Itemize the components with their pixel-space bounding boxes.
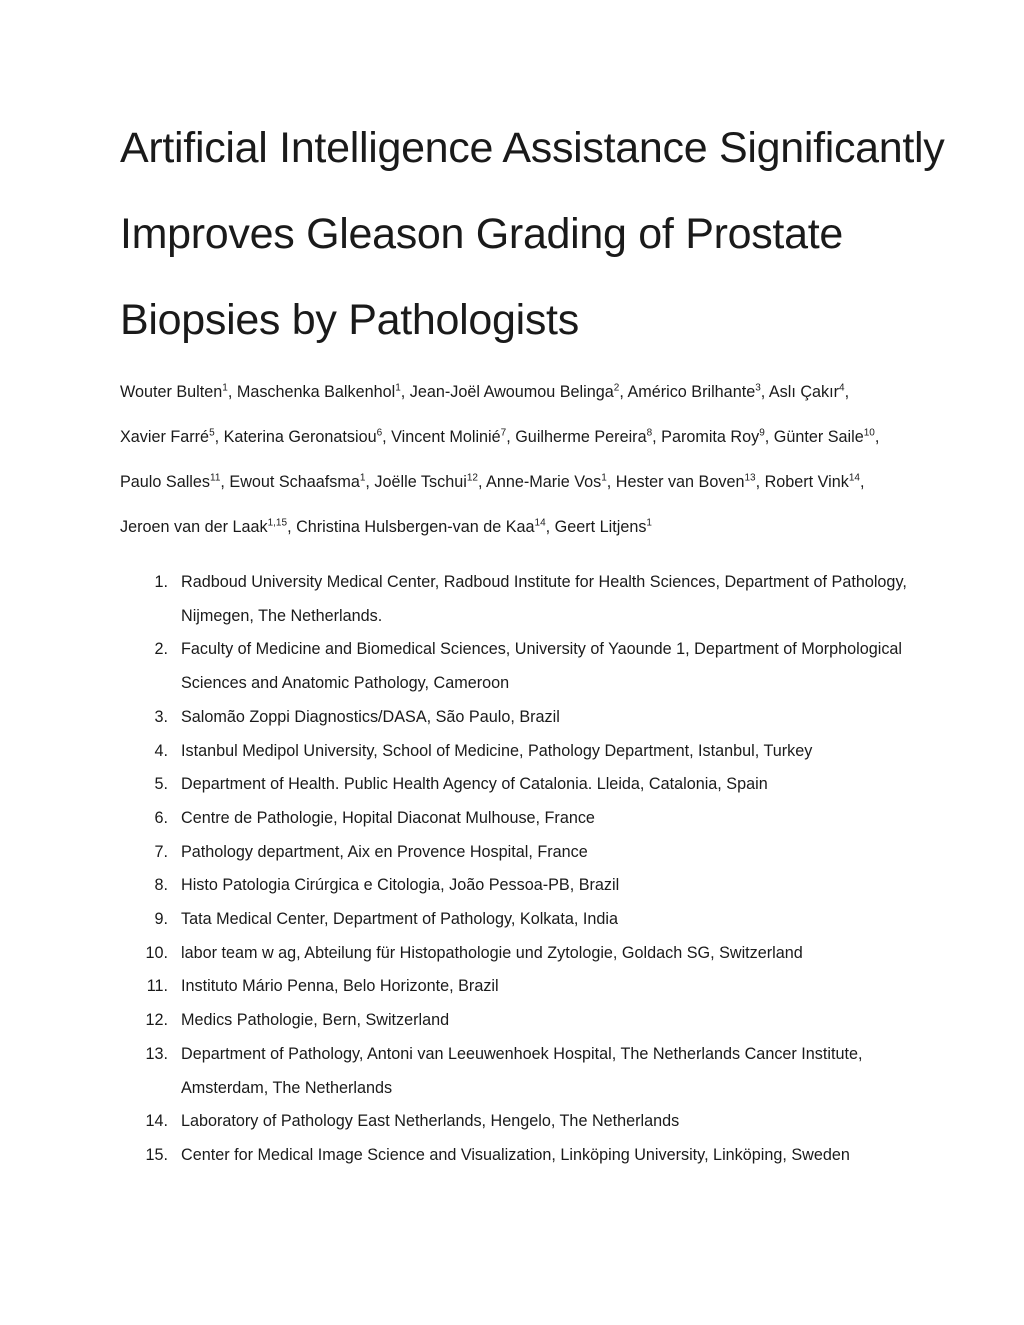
affiliation-item <box>140 1004 920 1038</box>
author <box>229 473 365 491</box>
affiliation-item <box>140 633 920 700</box>
affiliation-item <box>140 903 920 937</box>
affiliation-number: 3. <box>154 707 168 726</box>
author-affiliation-ref: 7 <box>500 427 507 439</box>
author-affiliation-ref: 9 <box>759 427 765 439</box>
author-name: Vincent Molinié <box>391 428 501 446</box>
affiliation-item <box>140 869 920 903</box>
author-affiliation-ref: 1 <box>601 472 607 484</box>
affiliation-text: Department of Health. Public Health Agency of Catalonia. Lleida, Catalonia, Spain <box>181 775 768 794</box>
author <box>237 383 401 401</box>
author-name: Günter Saile <box>773 428 864 446</box>
paper-title-line-2: Improves Gleason Grading of Prostate <box>120 210 843 258</box>
author <box>374 473 478 491</box>
author-name: Hester van Boven <box>615 473 745 491</box>
affiliation-number: 9. <box>154 910 168 929</box>
affiliation-item <box>140 735 920 769</box>
affiliation-item <box>140 802 920 836</box>
author <box>627 383 760 401</box>
author-affiliation-ref: 6 <box>376 427 383 439</box>
author-affiliation-ref: 2 <box>613 382 620 394</box>
affiliation-text: labor team w ag, Abteilung für Histopathologie und Zytologie, Goldach SG, Switzerland <box>181 943 803 962</box>
affiliation-text: Tata Medical Center, Department of Pathology, Kolkata, India <box>181 910 619 929</box>
author-affiliation-ref: 1 <box>359 472 366 484</box>
affiliation-item <box>140 566 920 633</box>
paper-title-line-3: Biopsies by Pathologists <box>120 296 579 344</box>
author-name: Américo Brilhante <box>627 383 756 401</box>
author <box>769 383 845 401</box>
author <box>120 428 215 446</box>
author-affiliation-ref: 8 <box>646 427 653 439</box>
affiliation-number: 1. <box>154 573 168 591</box>
affiliation-item <box>140 768 920 802</box>
author <box>120 383 228 401</box>
author-name: Ewout Schaafsma <box>229 473 360 491</box>
author-affiliation-ref: 1 <box>222 382 228 394</box>
affiliation-text: Instituto Mário Penna, Belo Horizonte, Brazil <box>181 977 499 996</box>
affiliation-number: 13. <box>145 1044 168 1063</box>
author-name: Xavier Farré <box>120 428 210 446</box>
affiliation-number: 11. <box>146 977 168 996</box>
affiliation-text: Medics Pathologie, Bern, Switzerland <box>181 1011 450 1030</box>
paper-title-line-1: Artificial Intelligence Assistance Significantly <box>120 124 945 172</box>
author <box>765 473 860 491</box>
affiliation-number: 7. <box>154 842 168 861</box>
author-name: Maschenka Balkenhol <box>236 383 396 401</box>
affiliation-number: 4. <box>154 741 168 760</box>
author-affiliation-ref: 1 <box>395 382 401 394</box>
author-name: Jeroen van der Laak <box>120 518 268 536</box>
author <box>555 518 652 536</box>
author-name: Paulo Salles <box>120 473 210 491</box>
affiliation-item <box>140 701 920 735</box>
affiliation-text: Faculty of Medicine and Biomedical Sciences, University of Yaounde 1, Department of Morphological Sciences and Anatomic Pathology, Cameroon <box>181 640 903 693</box>
author-affiliation-ref: 5 <box>209 427 215 439</box>
author-affiliation-ref: 14 <box>848 472 860 484</box>
author-name: Christina Hulsbergen-van de Kaa <box>296 518 535 536</box>
affiliation-list <box>140 566 920 1173</box>
affiliation-number: 12. <box>145 1011 168 1030</box>
author <box>661 428 765 446</box>
author-name: Anne-Marie Vos <box>486 473 602 491</box>
author <box>410 383 620 401</box>
author-name: Joëlle Tschui <box>374 473 467 491</box>
author-name: Geert Litjens <box>554 518 647 536</box>
affiliation-number: 8. <box>154 876 168 895</box>
author-name: Wouter Bulten <box>120 383 223 401</box>
author <box>120 473 220 491</box>
affiliation-item <box>140 836 920 870</box>
affiliation-text: Istanbul Medipol University, School of Medicine, Pathology Department, Istanbul, Turkey <box>181 741 813 760</box>
author-name: Paromita Roy <box>661 428 760 446</box>
author <box>120 518 287 536</box>
author-list: Wouter Bulten$^1$, Maschenka Balkenhol$^1$, Jean-Joël Awoumou Belinga$^2$, Américo Brilhante$^3$, Aslı Çakır$^4$, Xavier Farré$^5$, Katerina Geronatsiou$^6$, Vincent Molinié$^7$, Guilherme Pereira$^8$, Paromita Roy$^9$, Günter Saile$^{10}$, Paulo Salles$^{11}$, Ewout Schaafsma$^1$, Joëlle Tschui$^{12}$, Anne-Marie Vos$^1$, Hester van Boven$^{13}$, Robert Vink$^{14}$, Jeroen van der Laak$^{1,15}$, Christina Hulsbergen-van de Kaa$^{14}$, Geert Litjens$^1$ <box>120 382 880 536</box>
affiliation-number: 15. <box>145 1145 168 1164</box>
affiliation-number: 2. <box>154 640 168 659</box>
author-affiliation-ref: 3 <box>755 382 761 394</box>
author <box>296 518 546 536</box>
affiliation-text: Laboratory of Pathology East Netherlands, Hengelo, The Netherlands <box>181 1112 680 1131</box>
author-affiliation-ref: 10 <box>863 427 875 439</box>
author-affiliation-ref: 1 <box>646 517 652 529</box>
author-name: Robert Vink <box>764 473 849 491</box>
affiliation-item <box>140 1105 920 1139</box>
affiliation-text: Radboud University Medical Center, Radboud Institute for Health Sciences, Department of Pathology, Nijmegen, The Netherlands. <box>181 573 907 625</box>
affiliation-number: 14. <box>145 1112 168 1131</box>
affiliation-number: 10. <box>145 943 168 962</box>
author-affiliation-ref: 4 <box>839 382 845 394</box>
author-affiliation-ref: 12 <box>466 472 478 484</box>
author-affiliation-ref: 11 <box>210 472 221 484</box>
author-affiliation-ref: 14 <box>534 517 546 529</box>
affiliation-item <box>140 1038 920 1105</box>
affiliation-item <box>140 937 920 971</box>
affiliation-text: Histo Patologia Cirúrgica e Citologia, João Pessoa-PB, Brazil <box>181 876 620 895</box>
author-name: Guilherme Pereira <box>515 428 647 446</box>
affiliation-number: 5. <box>154 775 168 794</box>
author <box>486 473 607 491</box>
author-name: Jean-Joël Awoumou Belinga <box>409 383 614 401</box>
author <box>224 428 383 446</box>
affiliation-item <box>140 1139 920 1173</box>
author <box>391 428 506 446</box>
author <box>774 428 875 446</box>
author-affiliation-ref: 13 <box>744 472 756 484</box>
affiliation-text: Centre de Pathologie, Hopital Diaconat Mulhouse, France <box>181 808 595 827</box>
affiliation-text: Center for Medical Image Science and Visualization, Linköping University, Linköping, Sweden <box>181 1145 850 1164</box>
author <box>515 428 652 446</box>
author-affiliation-ref: 1,15 <box>267 517 288 529</box>
affiliation-text: Salomão Zoppi Diagnostics/DASA, São Paulo, Brazil <box>181 707 560 726</box>
author-name: Aslı Çakır <box>768 383 840 401</box>
author <box>616 473 756 491</box>
author-name: Katerina Geronatsiou <box>223 428 377 446</box>
affiliation-item <box>140 970 920 1004</box>
affiliation-number: 6. <box>154 808 168 827</box>
affiliation-text: Pathology department, Aix en Provence Hospital, France <box>181 842 588 861</box>
affiliation-text: Department of Pathology, Antoni van Leeuwenhoek Hospital, The Netherlands Cancer Institute, Amsterdam, The Netherlands <box>181 1044 863 1097</box>
